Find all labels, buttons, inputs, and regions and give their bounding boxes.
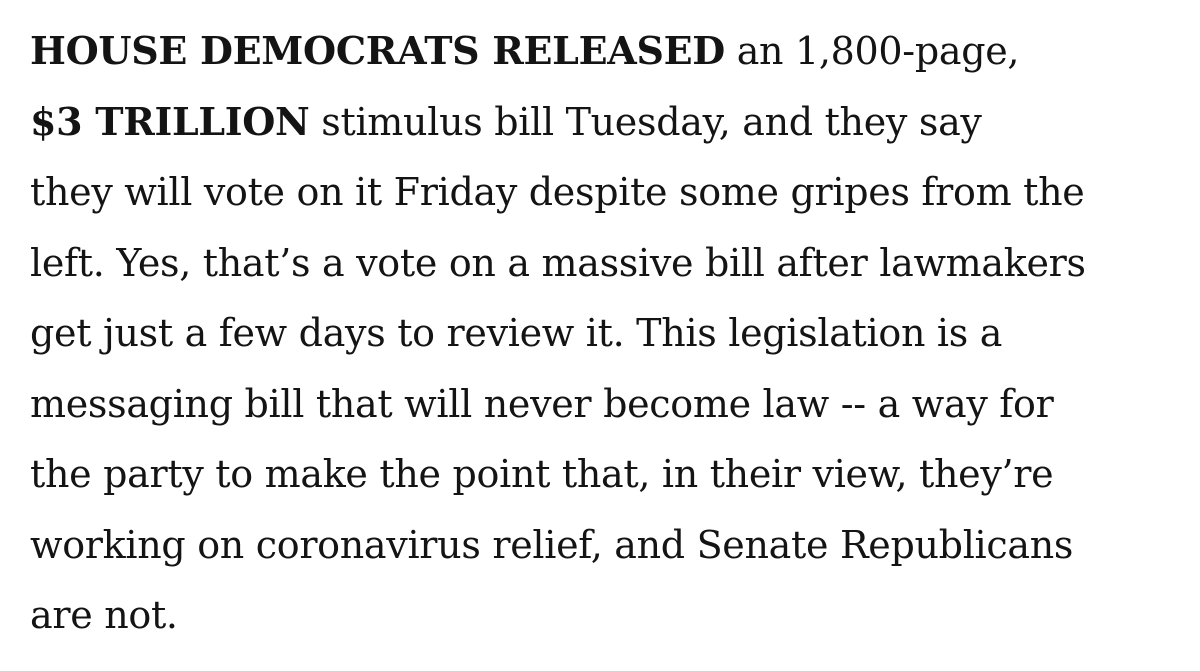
paragraph-line (30, 369, 1180, 440)
body-text: they will vote on it Friday despite some gripes from the (30, 170, 1085, 214)
bold-lead-text: HOUSE DEMOCRATS RELEASED (30, 28, 725, 73)
paragraph-line (30, 510, 1180, 581)
paragraph-line (30, 228, 1180, 299)
body-text: working on coronavirus relief, and Senate Republicans (30, 522, 1074, 567)
paragraph-line (30, 87, 1180, 158)
body-text: the party to make the point that, in their view, they’re (30, 452, 1054, 496)
bold-lead-text: $3 TRILLION (30, 98, 310, 144)
body-text: are not. (30, 593, 178, 637)
paragraph-line (30, 439, 1180, 510)
body-text: messaging bill that will never become law -- a way for (30, 381, 1054, 426)
body-text: stimulus bill Tuesday, and they say (309, 99, 982, 144)
body-text: get just a few days to review it. This legislation is a (30, 311, 1003, 355)
paragraph-line (30, 580, 1180, 651)
paragraph-line (30, 157, 1180, 228)
body-text: left. Yes, that’s a vote on a massive bill after lawmakers (30, 240, 1086, 285)
paragraph-line (30, 298, 1180, 369)
paragraph-line (30, 16, 1180, 87)
article-paragraph (30, 16, 1180, 651)
body-text: an 1,800-page, (724, 29, 1020, 73)
